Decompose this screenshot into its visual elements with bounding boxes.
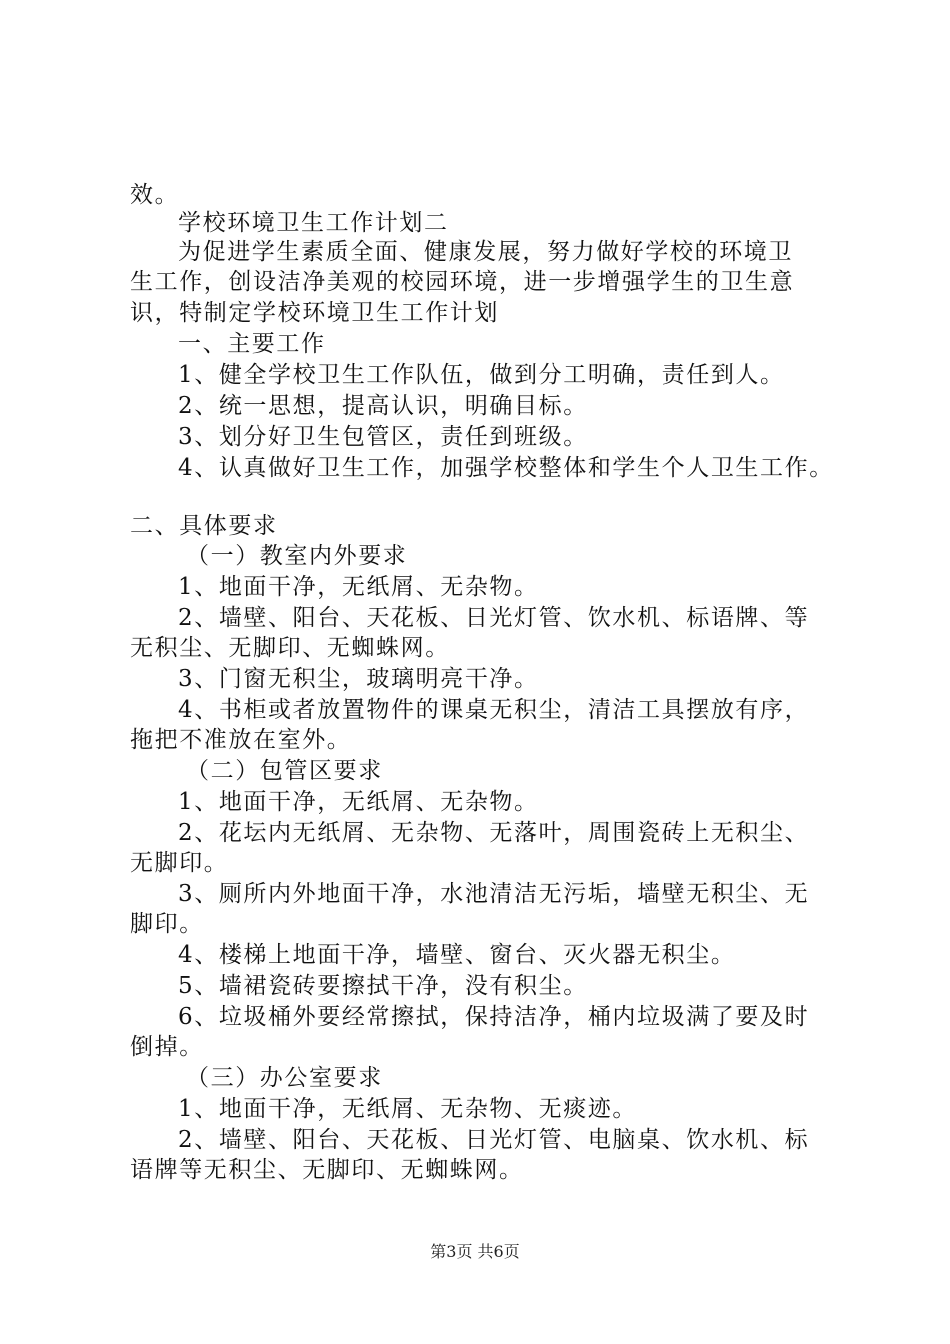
- subheading-area: （二）包管区要求: [186, 758, 383, 784]
- page-number-footer: 第3页 共6页: [430, 1242, 520, 1261]
- section-title: 学校环境卫生工作计划二: [178, 210, 449, 236]
- text-line: 为促进学生素质全面、健康发展，努力做好学校的环境卫: [178, 239, 793, 265]
- subheading-office: （三）办公室要求: [186, 1065, 383, 1091]
- list-item: 2、统一思想，提高认识，明确目标。: [178, 393, 588, 419]
- text-line: 效。: [130, 182, 180, 208]
- list-item: 6、垃圾桶外要经常擦拭，保持洁净，桶内垃圾满了要及时: [178, 1004, 810, 1030]
- list-item: 4、认真做好卫生工作，加强学校整体和学生个人卫生工作。: [178, 455, 834, 481]
- list-item: 4、楼梯上地面干净，墙壁、窗台、灭火器无积尘。: [178, 942, 736, 968]
- list-item: 4、书柜或者放置物件的课桌无积尘，清洁工具摆放有序，: [178, 697, 810, 723]
- list-item: 5、墙裙瓷砖要擦拭干净，没有积尘。: [178, 973, 588, 999]
- heading-main-work: 一、主要工作: [178, 331, 326, 357]
- heading-requirements: 二、具体要求: [130, 513, 278, 539]
- list-item: 1、地面干净，无纸屑、无杂物。: [178, 574, 539, 600]
- list-item: 2、墙壁、阳台、天花板、日光灯管、电脑桌、饮水机、标: [178, 1127, 810, 1153]
- list-item: 1、地面干净，无纸屑、无杂物。: [178, 789, 539, 815]
- subheading-classroom: （一）教室内外要求: [186, 543, 408, 569]
- list-item: 3、划分好卫生包管区，责任到班级。: [178, 424, 588, 450]
- list-item: 3、厕所内外地面干净，水池清洁无污垢，墙壁无积尘、无: [178, 881, 810, 907]
- list-item: 3、门窗无积尘，玻璃明亮干净。: [178, 666, 539, 692]
- text-line: 识，特制定学校环境卫生工作计划: [130, 300, 499, 326]
- text-line: 无脚印。: [130, 850, 229, 876]
- list-item: 1、健全学校卫生工作队伍，做到分工明确，责任到人。: [178, 362, 785, 388]
- text-line: 生工作，创设洁净美观的校园环境，进一步增强学生的卫生意: [130, 269, 795, 295]
- text-line: 拖把不准放在室外。: [130, 727, 352, 753]
- list-item: 1、地面干净，无纸屑、无杂物、无痰迹。: [178, 1096, 638, 1122]
- list-item: 2、墙壁、阳台、天花板、日光灯管、饮水机、标语牌、等: [178, 605, 810, 631]
- text-line: 无积尘、无脚印、无蜘蛛网。: [130, 635, 450, 661]
- text-line: 脚印。: [130, 911, 204, 937]
- text-line: 语牌等无积尘、无脚印、无蜘蛛网。: [130, 1157, 524, 1183]
- text-line: 倒掉。: [130, 1034, 204, 1060]
- list-item: 2、花坛内无纸屑、无杂物、无落叶，周围瓷砖上无积尘、: [178, 820, 810, 846]
